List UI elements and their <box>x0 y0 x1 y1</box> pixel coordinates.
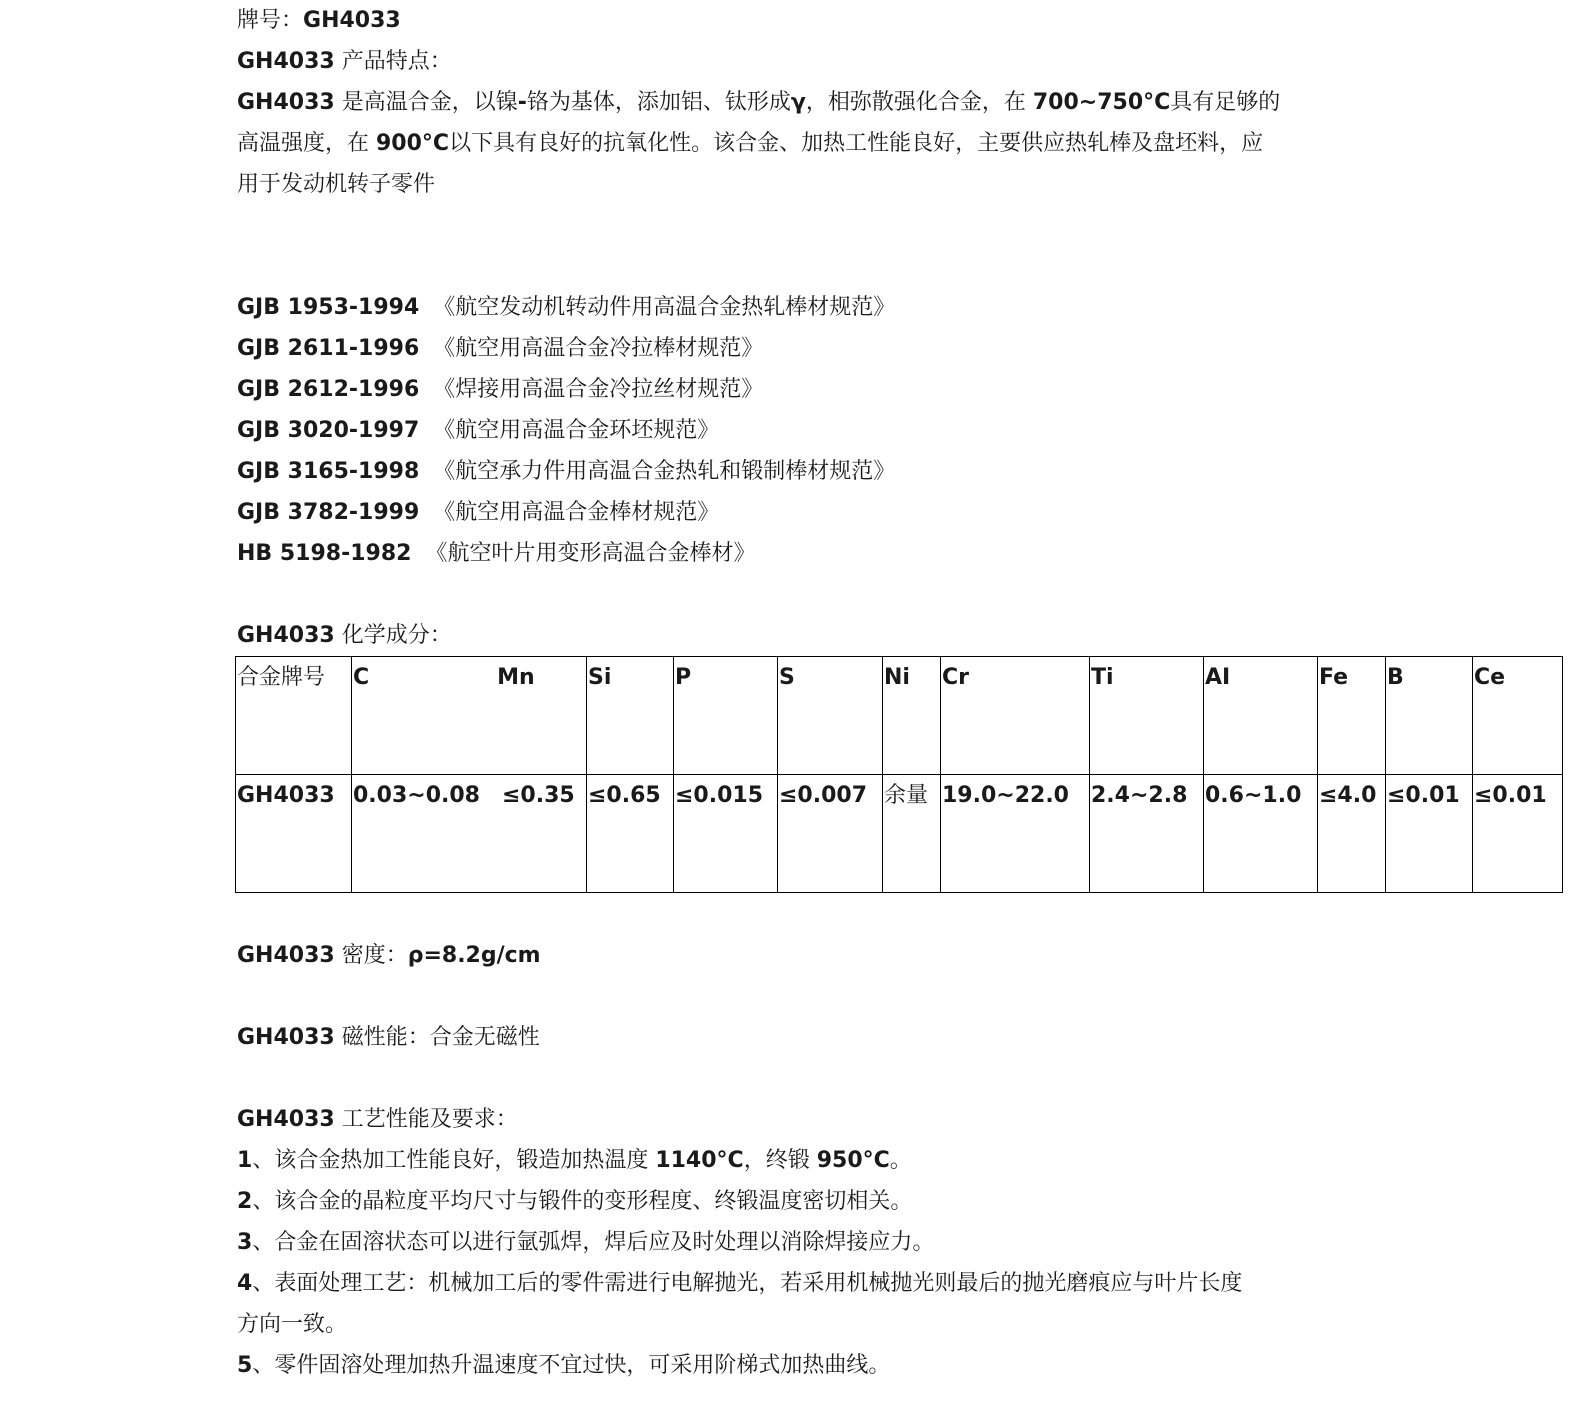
standard-title: 《航空叶片用变形高温合金棒材》 <box>425 541 756 566</box>
density-label: 密度： <box>334 943 408 968</box>
header-cell-grade: 合金牌号 <box>236 657 352 775</box>
standard-code: GJB 3165-1998 <box>237 459 420 484</box>
process-list <box>237 1140 1567 1386</box>
grade-line <box>237 0 1567 41</box>
composition-table <box>235 656 1563 893</box>
value-cell-mn: ≤0.35 <box>502 783 575 808</box>
composition-value-row <box>236 775 1563 893</box>
process-item-text-run: 5 <box>237 1353 253 1378</box>
standard-code: GJB 3020-1997 <box>237 418 420 443</box>
value-cell-grade: GH4033 <box>236 775 352 893</box>
document-body <box>237 0 1567 1386</box>
magnetic-line <box>237 1017 1567 1058</box>
standard-code: GJB 2612-1996 <box>237 377 420 402</box>
header-cell-c-mn <box>352 657 587 775</box>
grade-label: 牌号： <box>237 8 304 33</box>
header-cell-ti: Ti <box>1090 657 1204 775</box>
magnetic-label: 磁性能：合金无磁性 <box>334 1025 540 1050</box>
density-value: ρ=8.2g/cm <box>407 943 541 968</box>
value-cell-c: 0.03~0.08 <box>353 783 480 808</box>
features-text-run: 是高温合金，以镍 <box>334 90 518 115</box>
process-item-line <box>237 1181 1567 1222</box>
features-text-run: 铬为基体，添加铝、钛形成 <box>526 90 791 115</box>
features-text-run: 900°C <box>376 131 450 156</box>
standard-item <box>237 287 1567 328</box>
process-item-text-run: 2 <box>237 1189 253 1214</box>
header-cell-ce: Ce <box>1473 657 1563 775</box>
value-cell-cr: 19.0~22.0 <box>941 775 1090 893</box>
process-item-line <box>237 1263 1567 1304</box>
header-cell-cr: Cr <box>941 657 1090 775</box>
features-text-run: 高温强度，在 <box>237 131 376 156</box>
header-cell-mn: Mn <box>497 665 535 690</box>
value-cell-si: ≤0.65 <box>587 775 674 893</box>
process-item-text-run: 、合金在固溶状态可以进行氩弧焊，焊后应及时处理以消除焊接应力。 <box>252 1230 935 1255</box>
header-cell-c: C <box>353 665 370 690</box>
standard-item <box>237 492 1567 533</box>
process-item-text-run: 、表面处理工艺：机械加工后的零件需进行电解抛光，若采用机械抛光则最后的抛光磨痕应与叶片长度 <box>252 1271 1243 1296</box>
process-item-text-run: 1140°C <box>655 1148 744 1173</box>
features-text-run: 具有足够的 <box>1170 90 1281 115</box>
value-cell-fe: ≤4.0 <box>1318 775 1386 893</box>
standard-item <box>237 533 1567 574</box>
process-item-line <box>237 1304 1567 1345</box>
features-line <box>237 164 1567 205</box>
value-cell-b: ≤0.01 <box>1386 775 1473 893</box>
value-cell-p: ≤0.015 <box>674 775 778 893</box>
value-cell-ti: 2.4~2.8 <box>1090 775 1204 893</box>
process-item-text-run: 3 <box>237 1230 253 1255</box>
features-text-run: ，相弥散强化合金，在 <box>805 90 1033 115</box>
features-text-run: GH4033 <box>237 90 335 115</box>
process-item-text-run: 、零件固溶处理加热升温速度不宜过快，可采用阶梯式加热曲线。 <box>252 1353 891 1378</box>
header-cell-fe: Fe <box>1318 657 1386 775</box>
standard-code: GJB 1953-1994 <box>237 295 420 320</box>
process-item-text-run: 方向一致。 <box>237 1312 348 1337</box>
header-cell-p: P <box>674 657 778 775</box>
features-text-run: 用于发动机转子零件 <box>237 172 436 197</box>
standard-code: GJB 3782-1999 <box>237 500 420 525</box>
standard-title: 《航空承力件用高温合金热轧和锻制棒材规范》 <box>433 459 896 484</box>
standard-code: GJB 2611-1996 <box>237 336 420 361</box>
density-line <box>237 935 1567 976</box>
standard-item <box>237 451 1567 492</box>
header-cell-si: Si <box>587 657 674 775</box>
process-item-line <box>237 1222 1567 1263</box>
grade-value: GH4033 <box>303 8 401 33</box>
header-cell-al: AI <box>1204 657 1318 775</box>
process-item-line <box>237 1140 1567 1181</box>
standard-code: HB 5198-1982 <box>237 541 412 566</box>
standard-item <box>237 369 1567 410</box>
features-paragraph <box>237 82 1567 205</box>
composition-heading <box>237 615 1567 656</box>
value-cell-ce: ≤0.01 <box>1473 775 1563 893</box>
header-cell-ni: Ni <box>883 657 941 775</box>
features-text-run: - <box>517 90 527 115</box>
features-line <box>237 82 1567 123</box>
standard-title: 《航空发动机转动件用高温合金热轧棒材规范》 <box>433 295 896 320</box>
features-text-run: 以下具有良好的抗氧化性。该合金、加热工性能良好，主要供应热轧棒及盘坯料，应 <box>449 131 1264 156</box>
composition-header-row <box>236 657 1563 775</box>
process-heading-code: GH4033 <box>237 1107 335 1132</box>
features-text-run: 700~750°C <box>1032 90 1171 115</box>
value-cell-ni: 余量 <box>883 775 941 893</box>
density-code: GH4033 <box>237 943 335 968</box>
process-heading-text: 工艺性能及要求： <box>334 1107 518 1132</box>
header-cell-s: S <box>778 657 883 775</box>
process-item-text-run: 950°C <box>816 1148 890 1173</box>
standard-title: 《航空用高温合金冷拉棒材规范》 <box>433 336 764 361</box>
features-text-run: γ <box>790 90 806 115</box>
header-cell-b: B <box>1386 657 1473 775</box>
process-item-text-run: 、该合金热加工性能良好，锻造加热温度 <box>252 1148 656 1173</box>
standard-title: 《航空用高温合金棒材规范》 <box>433 500 720 525</box>
features-heading <box>237 41 1567 82</box>
process-item-text-run: 1 <box>237 1148 253 1173</box>
standard-title: 《航空用高温合金环坯规范》 <box>433 418 720 443</box>
composition-heading-text: 化学成分： <box>334 623 452 648</box>
process-item-text-run: 4 <box>237 1271 253 1296</box>
features-line <box>237 123 1567 164</box>
composition-heading-code: GH4033 <box>237 623 335 648</box>
process-item-text-run: ，终锻 <box>743 1148 817 1173</box>
standards-list <box>237 287 1567 574</box>
standard-item <box>237 328 1567 369</box>
process-item-text-run: 。 <box>889 1148 912 1173</box>
features-heading-code: GH4033 <box>237 49 335 74</box>
standard-item <box>237 410 1567 451</box>
standard-title: 《焊接用高温合金冷拉丝材规范》 <box>433 377 764 402</box>
process-heading <box>237 1099 1567 1140</box>
value-cell-c-mn <box>352 775 587 893</box>
value-cell-s: ≤0.007 <box>778 775 883 893</box>
features-heading-text: 产品特点： <box>334 49 452 74</box>
process-item-text-run: 、该合金的晶粒度平均尺寸与锻件的变形程度、终锻温度密切相关。 <box>252 1189 913 1214</box>
value-cell-al: 0.6~1.0 <box>1204 775 1318 893</box>
process-item-line <box>237 1345 1567 1386</box>
magnetic-code: GH4033 <box>237 1025 335 1050</box>
